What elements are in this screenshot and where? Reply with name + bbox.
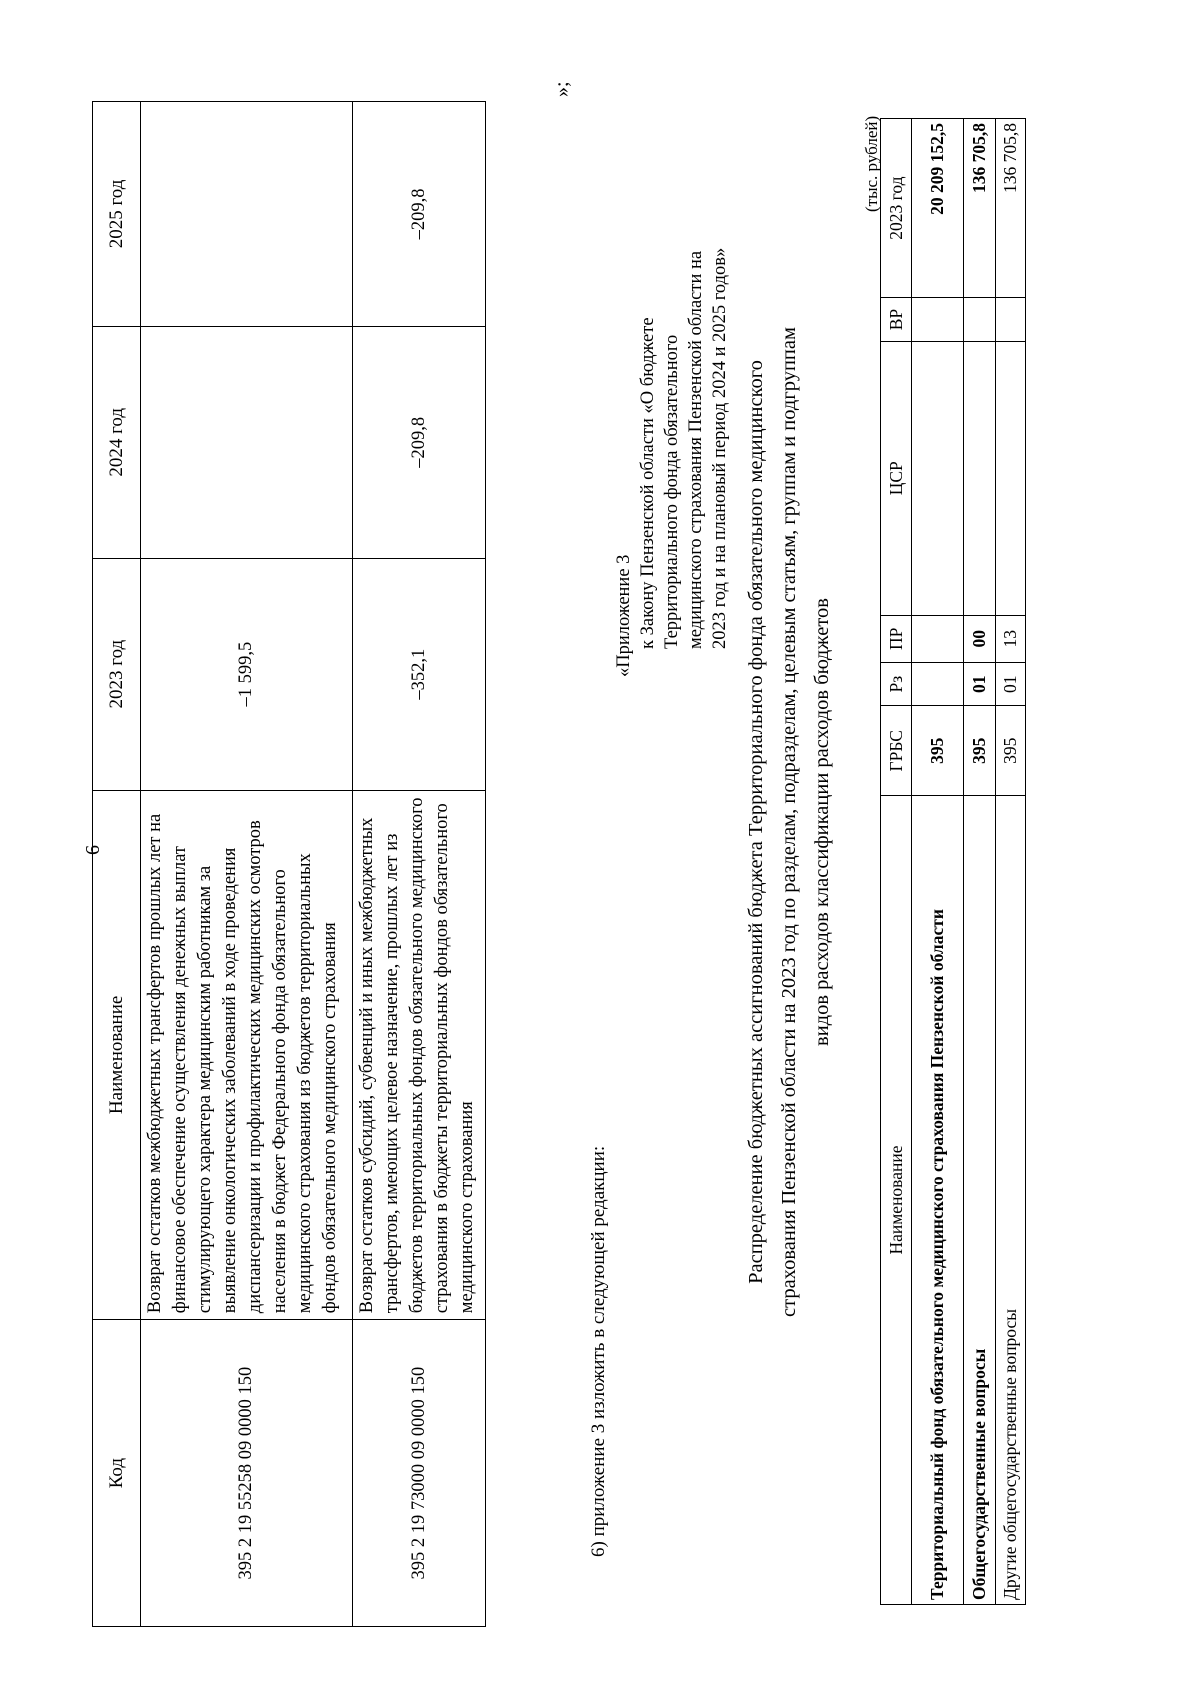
heading-line: страхования Пензенской области на 2023 год по разделам, подразделам, целевым статьям, группам и подгруппам — [778, 327, 800, 1317]
cell-pr — [912, 615, 964, 662]
header-2023: 2023 год — [93, 558, 141, 790]
row-code: 395 2 19 73000 09 0000 150 — [353, 1320, 486, 1627]
table-row — [996, 119, 1026, 1605]
cell-rz: 01 — [996, 662, 1026, 706]
appendix-line: Территориального фонда обязательного — [662, 334, 682, 649]
cell-rz — [912, 662, 964, 706]
heading-line: видов расходов классификации расходов бюджетов — [811, 598, 833, 1046]
row-2024: –209,8 — [353, 326, 486, 558]
closing-quote: »; — [551, 81, 573, 97]
cell-rz: 01 — [964, 662, 996, 706]
row-code: 395 2 19 55258 09 0000 150 — [141, 1320, 353, 1627]
header-2023: 2023 год — [881, 119, 912, 298]
table-header-row — [881, 119, 912, 1605]
header-rz: Рз — [881, 662, 912, 706]
header-grbs: ГРБС — [881, 706, 912, 796]
appendix-line: к Закону Пензенской области «О бюджете — [638, 317, 658, 649]
header-2024: 2024 год — [93, 326, 141, 558]
cell-grbs: 395 — [996, 706, 1026, 796]
item-6-text: 6) приложение 3 изложить в следующей редакции: — [588, 1145, 609, 1557]
row-name: Возврат остатков субсидий, субвенций и иных межбюджетных трансфертов, имеющих целевое назначение, прошлых лет из бюджетов территориальных фондов обязательного медицинского страхования в бюджеты территориальных фондов обязательного медицинского страхования — [353, 790, 486, 1320]
appendix-header — [612, 248, 732, 677]
row-2025: –209,8 — [353, 102, 486, 327]
table-row — [353, 102, 486, 1627]
cell-grbs: 395 — [912, 706, 964, 796]
header-code: Код — [93, 1320, 141, 1627]
header-vr: ВР — [881, 298, 912, 342]
cell-name: Другие общегосударственные вопросы — [996, 796, 1026, 1605]
cell-vr — [912, 298, 964, 342]
budget-allocation-table — [880, 118, 1026, 1605]
appendix-line: медицинского страхования Пензенской области на — [686, 250, 706, 649]
row-2023: –352,1 — [353, 558, 486, 790]
section-heading — [740, 62, 839, 1582]
table-header-row — [93, 102, 141, 1627]
cell-amount: 136 705,8 — [996, 119, 1026, 298]
revenue-returns-table — [92, 101, 486, 1627]
cell-name: Общегосударственные вопросы — [964, 796, 996, 1605]
header-name: Наименование — [881, 796, 912, 1605]
unit-note: (тыс. рублей) — [862, 115, 881, 212]
cell-vr — [996, 298, 1026, 342]
cell-csr — [912, 341, 964, 615]
cell-pr: 00 — [964, 615, 996, 662]
cell-csr — [996, 341, 1026, 615]
cell-amount: 20 209 152,5 — [912, 119, 964, 298]
cell-csr — [964, 341, 996, 615]
header-2025: 2025 год — [93, 102, 141, 327]
table-row — [964, 119, 996, 1605]
cell-amount: 136 705,8 — [964, 119, 996, 298]
header-csr: ЦСР — [881, 341, 912, 615]
row-name: Возврат остатков межбюджетных трансфертов прошлых лет на финансовое обеспечение осуществления денежных выплат стимулирующего характера медицинским работникам за выявление онкологических заболеваний в ходе проведения диспансеризации и профилактических медицинских осмотров населения в бюджет Федерального фонда обязательного медицинского страхования из бюджетов территориальных фондов обязательного медицинского страхования — [141, 790, 353, 1320]
heading-line: Распределение бюджетных ассигнований бюджета Территориального фонда обязательного медицинского — [745, 360, 767, 1284]
table-row — [912, 119, 964, 1605]
cell-name: Территориальный фонд обязательного медицинского страхования Пензенской области — [912, 796, 964, 1605]
header-name: Наименование — [93, 790, 141, 1320]
header-pr: ПР — [881, 615, 912, 662]
row-2023: –1 599,5 — [141, 558, 353, 790]
cell-vr — [964, 298, 996, 342]
cell-pr: 13 — [996, 615, 1026, 662]
cell-grbs: 395 — [964, 706, 996, 796]
appendix-title: «Приложение 3 — [614, 554, 634, 677]
appendix-line: 2023 год и на плановый период 2024 и 2025 годов» — [710, 247, 730, 649]
row-2024 — [141, 326, 353, 558]
page-number: 6 — [82, 845, 104, 855]
row-2025 — [141, 102, 353, 327]
table-row — [141, 102, 353, 1627]
